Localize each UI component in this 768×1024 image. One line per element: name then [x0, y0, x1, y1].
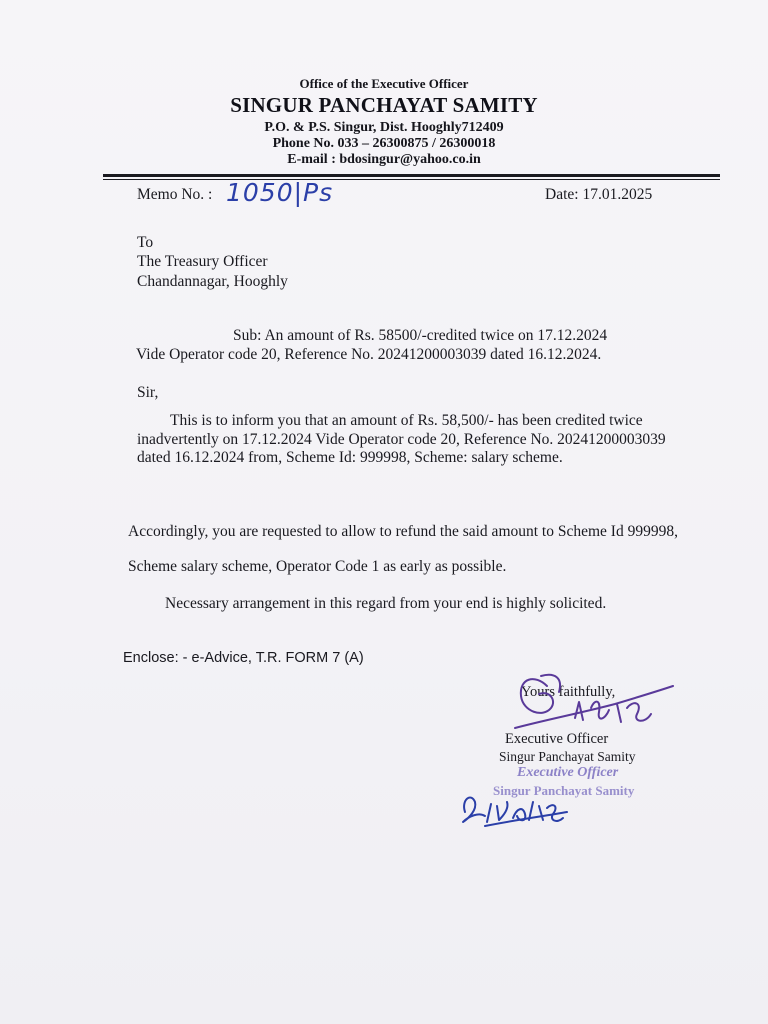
recipient-name: The Treasury Officer	[137, 253, 268, 270]
salutation: Sir,	[137, 384, 159, 401]
memo-number-handwritten: 1050|Ps	[226, 178, 334, 207]
office-stamp-line-2: Singur Panchayat Samity	[493, 783, 635, 798]
letterhead-divider-thick	[103, 174, 720, 177]
office-stamp-line-1: Executive Officer	[517, 765, 619, 780]
closing-line: Yours faithfully,	[521, 684, 616, 700]
subject-line-2: Vide Operator code 20, Reference No. 20241200003039 dated 16.12.2024.	[136, 346, 602, 363]
memo-label: Memo No. :	[137, 186, 213, 203]
paragraph-1-text: This is to inform you that an amount of Rs. 58,500/- has been credited twice inadvertently on 17.12.2024 Vide Operator code 20, Reference No. 20241200003039 dated 16.12.2024 from, Scheme Id: 999998, Scheme: salary scheme.	[137, 412, 666, 466]
handwritten-initials-date	[455, 782, 575, 834]
recipient-to: To	[137, 234, 154, 251]
paragraph-1	[137, 412, 677, 468]
letterhead-phone: Phone No. 033 – 26300875 / 26300018	[272, 136, 496, 151]
letterhead-office: Office of the Executive Officer	[299, 76, 469, 91]
signatory-designation: Executive Officer	[505, 731, 609, 747]
paragraph-3: Necessary arrangement in this regard from your end is highly solicited.	[165, 595, 607, 612]
enclosure-note: Enclose: - e-Advice, T.R. FORM 7 (A)	[123, 650, 364, 666]
letterhead-email: E-mail : bdosingur@yahoo.co.in	[287, 152, 481, 167]
letterhead-divider-thin	[103, 179, 720, 180]
subject-line-1: Sub: An amount of Rs. 58500/-credited twice on 17.12.2024	[233, 327, 608, 344]
memo-date: Date: 17.01.2025	[545, 186, 653, 203]
letterhead-address: P.O. & P.S. Singur, Dist. Hooghly712409	[264, 120, 504, 135]
paragraph-2: Accordingly, you are requested to allow to refund the said amount to Scheme Id 999998, Scheme salary scheme, Operator Code 1 as early as possible.	[128, 523, 678, 575]
letterhead-org-name: SINGUR PANCHAYAT SAMITY	[230, 93, 538, 117]
signatory-office: Singur Panchayat Samity	[499, 749, 636, 764]
recipient-location: Chandannagar, Hooghly	[137, 273, 288, 290]
